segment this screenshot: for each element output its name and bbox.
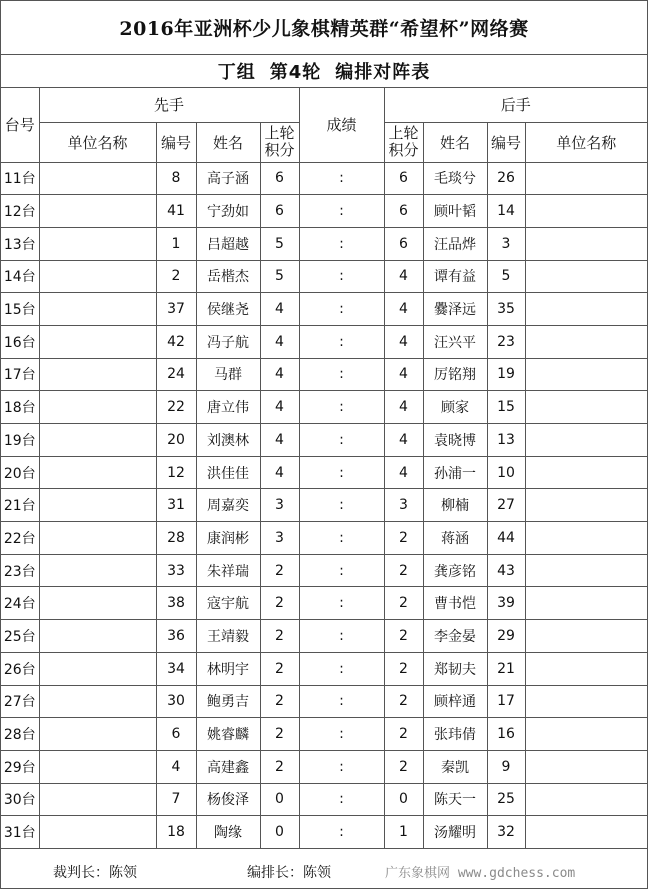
round-label: 第4轮 [269,62,322,83]
board-cell: 31台 [1,816,39,849]
board-cell: 18台 [1,391,39,424]
second-number-cell: 14 [487,195,525,228]
first-name-cell: 侯继尧 [196,293,260,326]
first-name-cell: 刘澳林 [196,424,260,457]
first-prev-score-cell: 4 [260,325,299,358]
first-unit-header: 单位名称 [39,122,156,162]
second-name-cell: 顾梓通 [423,685,487,718]
result-cell: : [299,783,384,816]
second-unit-cell [525,750,647,783]
second-unit-cell [525,325,647,358]
second-number-cell: 35 [487,293,525,326]
second-prev-score-cell: 2 [384,718,423,751]
second-name-cell: 张玮倩 [423,718,487,751]
subtitle-row [1,55,647,88]
second-name-cell: 袁晓博 [423,424,487,457]
table-row [1,489,647,522]
second-prev-score-cell: 6 [384,162,423,195]
board-cell: 21台 [1,489,39,522]
first-name-cell: 吕超越 [196,227,260,260]
first-number-cell: 36 [156,620,196,653]
second-name-cell: 李金晏 [423,620,487,653]
first-unit-cell [39,456,156,489]
result-cell: : [299,293,384,326]
first-prev-score-cell: 5 [260,227,299,260]
first-unit-cell [39,750,156,783]
result-cell: : [299,195,384,228]
first-unit-cell [39,554,156,587]
second-name-cell: 龚彦铭 [423,554,487,587]
second-unit-cell [525,652,647,685]
first-name-cell: 高子涵 [196,162,260,195]
second-unit-cell [525,162,647,195]
second-prev-score-cell: 1 [384,816,423,849]
result-cell: : [299,750,384,783]
first-prev-score-cell: 6 [260,162,299,195]
second-number-cell: 13 [487,424,525,457]
first-number-cell: 42 [156,325,196,358]
first-number-header: 编号 [156,122,196,162]
first-unit-cell [39,260,156,293]
first-number-cell: 37 [156,293,196,326]
board-cell: 22台 [1,522,39,555]
second-prev-score-cell: 0 [384,783,423,816]
result-cell: : [299,162,384,195]
second-prev-score-cell: 4 [384,260,423,293]
first-number-cell: 1 [156,227,196,260]
second-unit-cell [525,620,647,653]
second-unit-cell [525,293,647,326]
second-unit-cell [525,816,647,849]
first-unit-cell [39,227,156,260]
first-prev-score-cell: 2 [260,587,299,620]
board-cell: 20台 [1,456,39,489]
result-cell: : [299,685,384,718]
second-prev-score-cell: 2 [384,554,423,587]
board-cell: 11台 [1,162,39,195]
second-name-cell: 顾家 [423,391,487,424]
result-cell: : [299,456,384,489]
second-name-cell: 汪兴平 [423,325,487,358]
first-name-cell: 姚睿麟 [196,718,260,751]
second-name-cell: 谭有益 [423,260,487,293]
table-row [1,325,647,358]
first-unit-cell [39,358,156,391]
result-cell: : [299,489,384,522]
second-name-cell: 汪品烨 [423,227,487,260]
first-prev-score-cell: 2 [260,750,299,783]
table-row [1,195,647,228]
table-row [1,783,647,816]
table-row [1,685,647,718]
first-name-cell: 唐立伟 [196,391,260,424]
page-title: 2016年亚洲杯少儿象棋精英群“希望杯”网络赛 [119,18,529,40]
table-row [1,522,647,555]
second-name-cell: 柳楠 [423,489,487,522]
first-name-cell: 杨俊泽 [196,783,260,816]
title-row [1,1,647,55]
board-cell: 19台 [1,424,39,457]
result-cell: : [299,391,384,424]
first-number-cell: 7 [156,783,196,816]
second-name-cell: 孙浦一 [423,456,487,489]
table-row [1,293,647,326]
second-number-cell: 26 [487,162,525,195]
first-name-cell: 高建鑫 [196,750,260,783]
board-cell: 27台 [1,685,39,718]
second-prev-score-header: 上轮 积分 [384,122,423,162]
result-cell: : [299,816,384,849]
first-unit-cell [39,685,156,718]
first-number-cell: 38 [156,587,196,620]
second-prev-score-cell: 6 [384,227,423,260]
second-number-cell: 23 [487,325,525,358]
first-prev-score-cell: 0 [260,783,299,816]
first-number-cell: 8 [156,162,196,195]
second-name-cell: 汤耀明 [423,816,487,849]
second-prev-score-cell: 4 [384,456,423,489]
second-prev-score-cell: 2 [384,587,423,620]
first-unit-cell [39,718,156,751]
first-name-cell: 岳楷杰 [196,260,260,293]
second-number-cell: 19 [487,358,525,391]
second-unit-cell [525,456,647,489]
watermark-text: 广东象棋网 www.gdchess.com [385,866,576,881]
second-number-cell: 27 [487,489,525,522]
first-unit-cell [39,816,156,849]
second-unit-cell [525,783,647,816]
result-header: 成绩 [299,88,384,162]
first-prev-score-cell: 6 [260,195,299,228]
second-prev-score-cell: 4 [384,293,423,326]
table-row [1,391,647,424]
second-number-cell: 16 [487,718,525,751]
first-name-cell: 周嘉奕 [196,489,260,522]
table-row [1,750,647,783]
second-number-cell: 15 [487,391,525,424]
first-prev-score-cell: 2 [260,554,299,587]
first-unit-cell [39,293,156,326]
second-name-cell: 顾叶韬 [423,195,487,228]
first-prev-score-cell: 4 [260,424,299,457]
referee-label: 裁判长：陈领 [53,864,137,881]
result-cell: : [299,652,384,685]
second-number-cell: 17 [487,685,525,718]
table-row [1,587,647,620]
second-name-cell: 陈天一 [423,783,487,816]
first-prev-score-cell: 4 [260,358,299,391]
first-unit-cell [39,391,156,424]
board-cell: 17台 [1,358,39,391]
second-name-cell: 爨泽远 [423,293,487,326]
first-number-cell: 2 [156,260,196,293]
first-prev-score-cell: 4 [260,293,299,326]
first-name-cell: 洪佳佳 [196,456,260,489]
first-unit-cell [39,325,156,358]
second-unit-cell [525,227,647,260]
board-cell: 28台 [1,718,39,751]
first-name-cell: 林明宇 [196,652,260,685]
first-name-cell: 朱祥瑞 [196,554,260,587]
second-number-cell: 43 [487,554,525,587]
first-number-cell: 4 [156,750,196,783]
second-name-cell: 秦凯 [423,750,487,783]
first-name-cell: 宁劲如 [196,195,260,228]
first-prev-score-cell: 2 [260,718,299,751]
result-cell: : [299,554,384,587]
first-name-cell: 王靖毅 [196,620,260,653]
table-row [1,554,647,587]
board-cell: 26台 [1,652,39,685]
second-unit-cell [525,587,647,620]
second-number-cell: 29 [487,620,525,653]
result-cell: : [299,522,384,555]
second-name-header: 姓名 [423,122,487,162]
table-row [1,260,647,293]
first-prev-score-cell: 4 [260,456,299,489]
table-row [1,424,647,457]
second-unit-cell [525,554,647,587]
second-unit-cell [525,424,647,457]
first-prev-score-header: 上轮 积分 [260,122,299,162]
second-number-cell: 9 [487,750,525,783]
second-number-cell: 39 [487,587,525,620]
result-cell: : [299,620,384,653]
second-unit-header: 单位名称 [525,122,647,162]
result-cell: : [299,718,384,751]
table-label: 编排对阵表 [335,62,431,83]
table-row [1,816,647,849]
second-unit-cell [525,260,647,293]
second-name-cell: 毛琰兮 [423,162,487,195]
second-number-cell: 25 [487,783,525,816]
second-prev-score-cell: 4 [384,391,423,424]
second-prev-score-cell: 4 [384,325,423,358]
first-prev-score-cell: 2 [260,652,299,685]
first-name-cell: 陶缘 [196,816,260,849]
first-player-header: 先手 [39,88,299,122]
board-cell: 12台 [1,195,39,228]
result-cell: : [299,424,384,457]
first-prev-score-cell: 0 [260,816,299,849]
page-subtitle [218,58,431,84]
board-cell: 15台 [1,293,39,326]
first-unit-cell [39,587,156,620]
group-label: 丁组 [217,62,256,83]
first-number-cell: 24 [156,358,196,391]
first-prev-score-cell: 3 [260,522,299,555]
second-number-cell: 21 [487,652,525,685]
board-cell: 13台 [1,227,39,260]
second-unit-cell [525,195,647,228]
second-unit-cell [525,718,647,751]
first-prev-score-cell: 4 [260,391,299,424]
first-unit-cell [39,652,156,685]
second-number-cell: 5 [487,260,525,293]
second-name-cell: 郑韧夫 [423,652,487,685]
second-number-cell: 3 [487,227,525,260]
second-unit-cell [525,391,647,424]
second-prev-score-cell: 3 [384,489,423,522]
first-number-cell: 18 [156,816,196,849]
first-name-header: 姓名 [196,122,260,162]
second-prev-score-cell: 4 [384,424,423,457]
first-number-cell: 33 [156,554,196,587]
first-unit-cell [39,783,156,816]
second-name-cell: 曹书恺 [423,587,487,620]
second-number-cell: 44 [487,522,525,555]
first-name-cell: 康润彬 [196,522,260,555]
first-number-cell: 41 [156,195,196,228]
first-number-cell: 30 [156,685,196,718]
pairing-table [1,88,647,849]
first-name-cell: 马群 [196,358,260,391]
first-unit-cell [39,195,156,228]
second-unit-cell [525,522,647,555]
result-cell: : [299,325,384,358]
first-number-cell: 22 [156,391,196,424]
first-number-cell: 20 [156,424,196,457]
table-row [1,227,647,260]
table-row [1,718,647,751]
first-number-cell: 6 [156,718,196,751]
board-cell: 29台 [1,750,39,783]
first-prev-score-cell: 2 [260,620,299,653]
first-prev-score-cell: 2 [260,685,299,718]
first-name-cell: 鲍勇吉 [196,685,260,718]
arranger-label: 编排长：陈领 [247,864,331,881]
result-cell: : [299,358,384,391]
first-unit-cell [39,620,156,653]
board-cell: 25台 [1,620,39,653]
second-prev-score-cell: 2 [384,685,423,718]
header-row-1 [1,88,647,122]
first-unit-cell [39,424,156,457]
first-name-cell: 寇宇航 [196,587,260,620]
second-prev-score-cell: 2 [384,522,423,555]
second-prev-score-cell: 2 [384,750,423,783]
second-unit-cell [525,358,647,391]
second-prev-score-cell: 2 [384,652,423,685]
second-number-cell: 32 [487,816,525,849]
board-cell: 16台 [1,325,39,358]
second-unit-cell [525,489,647,522]
second-number-cell: 10 [487,456,525,489]
first-number-cell: 12 [156,456,196,489]
table-row [1,162,647,195]
first-unit-cell [39,522,156,555]
second-prev-score-cell: 2 [384,620,423,653]
table-row [1,620,647,653]
second-number-header: 编号 [487,122,525,162]
board-cell: 23台 [1,554,39,587]
result-cell: : [299,227,384,260]
second-unit-cell [525,685,647,718]
first-unit-cell [39,162,156,195]
board-header: 台号 [1,88,39,162]
footer [1,855,647,888]
second-prev-score-cell: 6 [384,195,423,228]
result-cell: : [299,587,384,620]
second-name-cell: 厉铭翔 [423,358,487,391]
table-row [1,358,647,391]
result-cell: : [299,260,384,293]
second-prev-score-cell: 4 [384,358,423,391]
first-prev-score-cell: 5 [260,260,299,293]
second-player-header: 后手 [384,88,647,122]
first-unit-cell [39,489,156,522]
first-number-cell: 34 [156,652,196,685]
first-prev-score-cell: 3 [260,489,299,522]
pairing-rows [1,162,647,848]
first-name-cell: 冯子航 [196,325,260,358]
first-number-cell: 31 [156,489,196,522]
board-cell: 30台 [1,783,39,816]
board-cell: 24台 [1,587,39,620]
board-cell: 14台 [1,260,39,293]
second-name-cell: 蒋涵 [423,522,487,555]
table-row [1,652,647,685]
first-number-cell: 28 [156,522,196,555]
table-row [1,456,647,489]
